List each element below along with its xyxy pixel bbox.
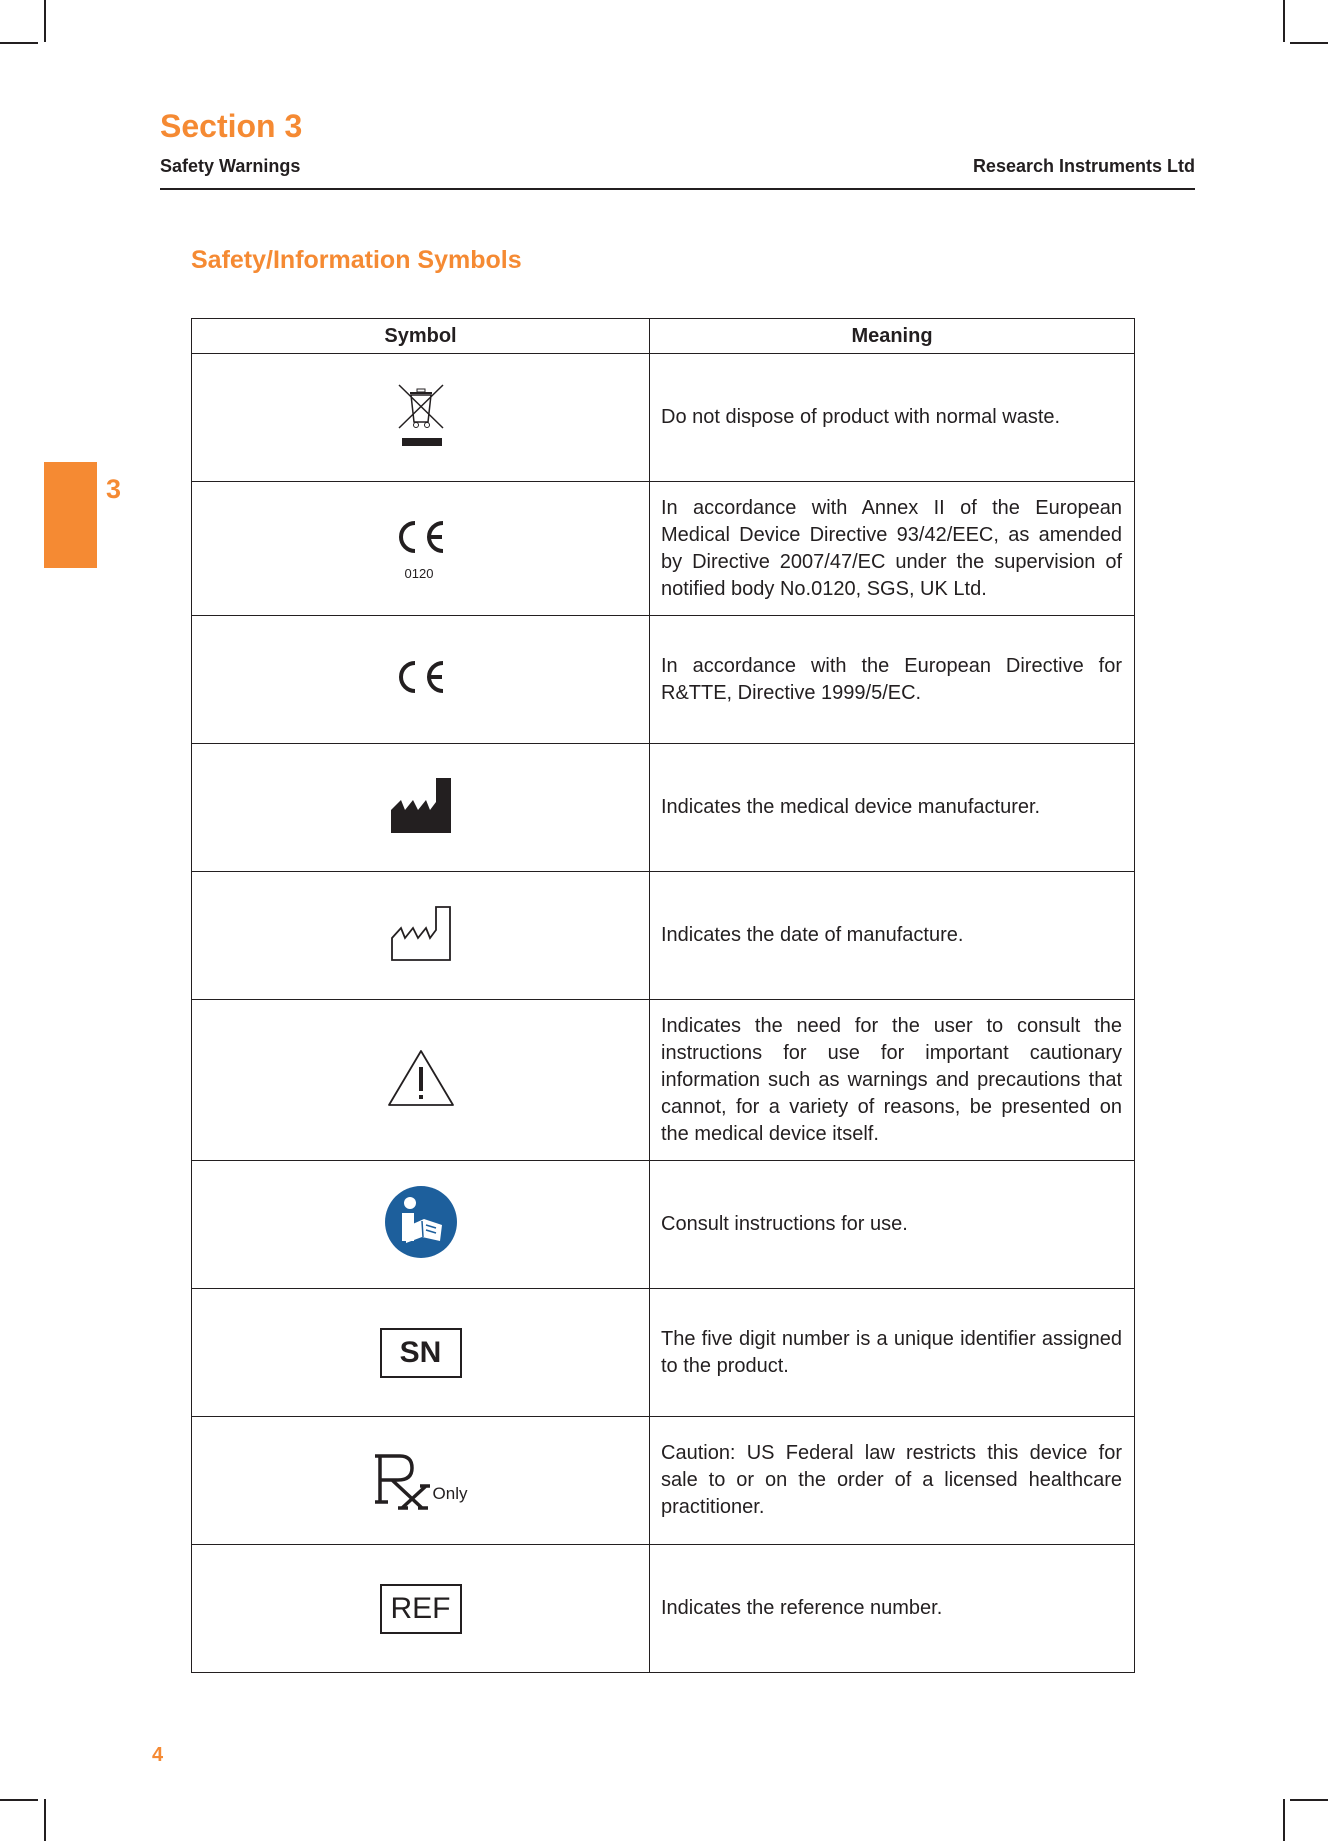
weee-crossed-bin-icon [391,380,451,455]
symbol-cell [192,744,650,872]
meaning-cell: Consult instructions for use. [650,1161,1135,1289]
meaning-cell: Do not dispose of product with normal waste. [650,354,1135,482]
section-title: Section 3 [160,108,303,144]
meaning-cell: Indicates the need for the user to consult the instructions for use for important cautionary information such as warnings and precautions that cannot, for a variety of reasons, be presented on the medical device itself. [650,1000,1135,1161]
symbol-cell [192,482,650,616]
meaning-cell: In accordance with the European Directive for R&TTE, Directive 1999/5/EC. [650,616,1135,744]
table-row [192,744,1135,872]
company-name: Research Instruments Ltd [972,156,1195,176]
meaning-cell: Indicates the date of manufacture. [650,872,1135,1000]
symbol-cell [192,1545,650,1673]
symbol-cell [192,616,650,744]
table-row [192,482,1135,616]
symbol-cell [192,354,650,482]
table-row [192,1545,1135,1673]
crop-mark [1283,1799,1285,1841]
table-row [192,1417,1135,1545]
crop-mark [0,42,38,44]
crop-mark [1283,0,1285,42]
crop-mark [44,0,46,42]
symbol-cell [192,1417,650,1545]
page-heading: Safety/Information Symbols [191,246,522,274]
symbol-cell [192,1289,650,1417]
meaning-cell: Indicates the medical device manufacturer. [650,744,1135,872]
meaning-cell: The five digit number is a unique identifier assigned to the product. [650,1289,1135,1417]
table-row [192,1289,1135,1417]
ce-mark-icon [391,515,451,583]
notified-body-number: 0120 [404,565,434,581]
table-row [192,354,1135,482]
column-header-meaning: Meaning [650,319,1135,354]
crop-mark [1290,1799,1328,1801]
serial-number-icon: SN [380,1328,462,1378]
meaning-cell: In accordance with Annex II of the European Medical Device Directive 93/42/EEC, as amended by Directive 2007/47/EC under the supervision of notified body No.0120, SGS, UK Ltd. [650,482,1135,616]
date-of-manufacture-icon [390,904,452,967]
symbol-cell [192,1161,650,1289]
symbol-cell [192,1000,650,1161]
section-subtitle: Safety Warnings [160,156,301,176]
header-divider [160,188,1195,190]
symbols-table [191,318,1135,1673]
caution-triangle-icon [387,1049,455,1112]
table-row [192,1000,1135,1161]
meaning-cell: Caution: US Federal law restricts this device for sale to or on the order of a licensed healthcare practitioner. [650,1417,1135,1545]
section-side-tab [44,462,97,568]
symbol-cell [192,872,650,1000]
reference-number-icon: REF [380,1584,462,1634]
column-header-symbol: Symbol [192,319,650,354]
manufacturer-icon [390,776,452,839]
rx-only-label: Only [432,1483,468,1503]
rx-only-icon [374,1452,468,1510]
table-row [192,872,1135,1000]
crop-mark [0,1799,38,1801]
page-number: 4 [152,1744,164,1766]
table-row [192,616,1135,744]
side-tab-number: 3 [106,474,122,504]
consult-instructions-icon [384,1185,458,1264]
crop-mark [44,1799,46,1841]
meaning-cell: Indicates the reference number. [650,1545,1135,1673]
crop-mark [1290,42,1328,44]
ce-mark-icon [391,655,451,704]
table-header-row [192,319,1135,354]
table-row [192,1161,1135,1289]
